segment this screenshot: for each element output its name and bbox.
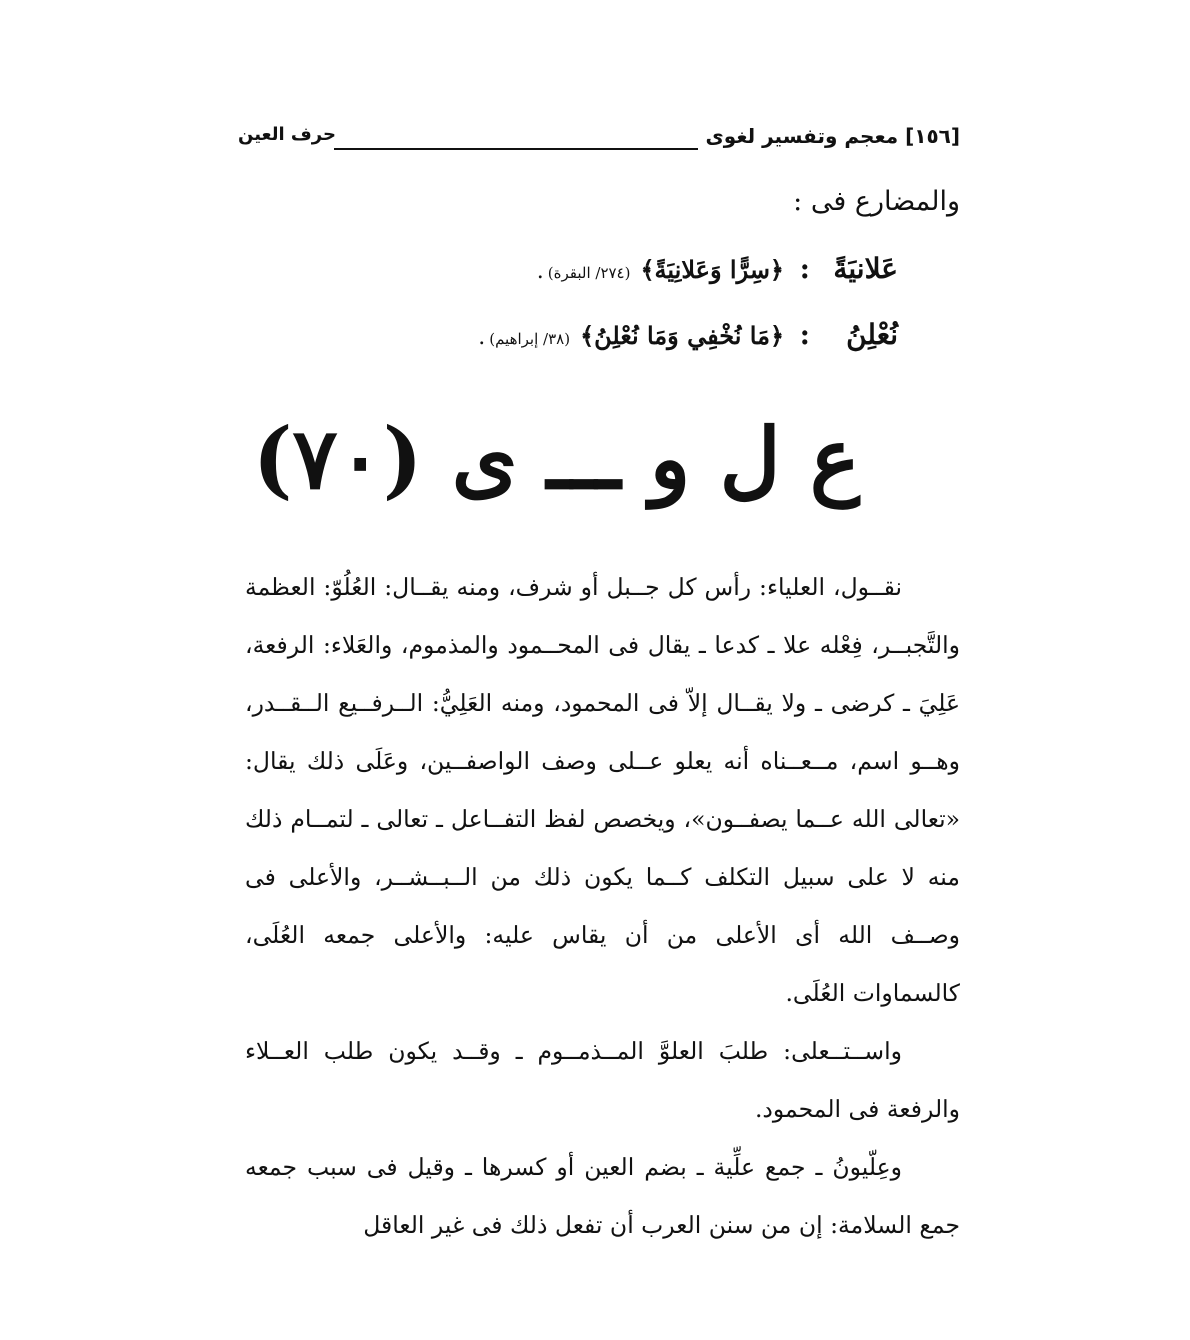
period: . <box>536 259 544 284</box>
section-title: حرف العين <box>238 124 336 145</box>
example-colon: : <box>799 318 810 351</box>
quran-quote: ﴿مَا نُخْفِي وَمَا نُعْلِنُ﴾ <box>580 321 784 350</box>
root-heading: ع ل و ـــ ى (٧٠) <box>252 409 860 508</box>
period: . <box>478 325 486 350</box>
quran-quote: ﴿سِرًّا وَعَلانِيَةً﴾ <box>640 255 784 284</box>
paragraph: وعِلّيونُ ـ جمع علِّية ـ بضم العين أو كسرها ـ وقيل فى سبب جمعه جمع السلامة: إن من سنن العرب أن تفعل ذلك فى غير العاقل <box>245 1153 960 1239</box>
paragraph: واســتــعلى: طلبَ العلوَّ المــذمــوم ـ وقــد يكون طلب العــلاء والرفعة فى المحمود. <box>245 1037 960 1123</box>
running-header <box>238 124 960 164</box>
example-line <box>478 318 898 351</box>
paragraph: نقــول، العلياء: رأس كل جــبل أو شرف، ومنه يقــال: العُلُوّ: العظمة والتَّجبــر، فِعْله علا ـ كدعا ـ يقال فى المحــمود والمذموم، والعَلاء: الرفعة، عَلِيَ ـ كرضى ـ ولا يقــال إلاّ فى المحمود، ومنه العَلِيُّ: الــرفــيع الــقــدر، وهــو اسم، مــعــناه أنه يعلو عــلى وصف الواصفــين، وعَلَى ذلك يقال: «تعالى الله عــما يصفــون»، ويخصص لفظ التفــاعل ـ تعالى ـ لتمــام ذلك منه لا على سبيل التكلف كــما يكون ذلك من الــبــشــر، والأعلى فى وصــف الله أى الأعلى من أن يقاس عليه: والأعلى جمعه العُلَى، كالسماوات العُلَى. <box>245 573 960 1007</box>
example-colon: : <box>799 252 810 285</box>
body-text <box>245 558 960 1254</box>
page-number-and-book-title: [١٥٦] معجم وتفسير لغوى <box>705 124 960 148</box>
example-line <box>537 252 898 285</box>
header-rule <box>334 148 698 150</box>
example-word: عَلانيَةً <box>833 252 898 285</box>
verse-reference: (٣٨/ إبراهيم) <box>489 330 571 348</box>
example-word: نُعْلِنُ <box>846 318 898 351</box>
intro-line: والمضارع فى : <box>793 186 960 217</box>
verse-reference: (٢٧٤/ البقرة) <box>547 264 631 282</box>
